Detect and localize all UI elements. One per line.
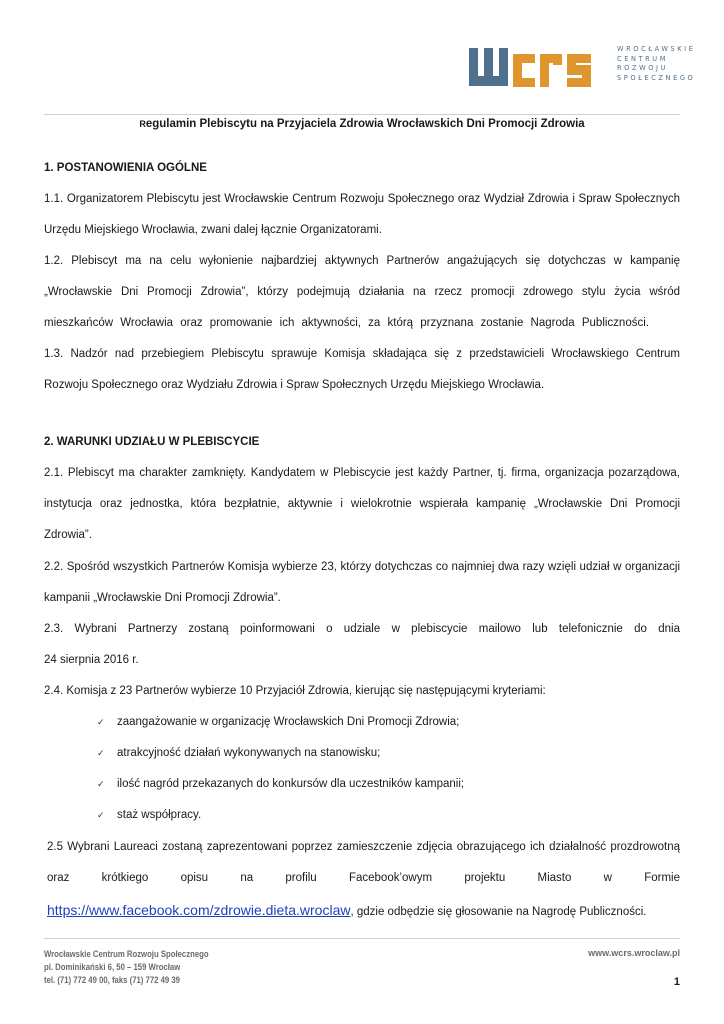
- wcrs-logo: [467, 44, 696, 90]
- check-icon: ✓: [97, 748, 105, 758]
- paragraph-line: 2.4. Komisja z 23 Partnerów wybierze 10 Przyjaciół Zdrowia, kierując się następującymi kryteriami:: [44, 685, 546, 697]
- paragraph-line: 2.3. Wybrani Partnerzy zostaną poinformowani o udziale w plebiscycie mailowo lub telefonicznie do dnia: [44, 623, 680, 635]
- paragraph-line: instytucja oraz jednostka, która bezpłatnie, aktywnie i wielokrotnie wspierała kampanię „Wrocławskie Dni Promocji: [44, 498, 680, 510]
- page-number: 1: [673, 976, 680, 988]
- footer-website[interactable]: www.wcrs.wroclaw.pl: [588, 948, 680, 958]
- paragraph-line: 2.5 Wybrani Laureaci zostaną zaprezentowani poprzez zamieszczenie zdjęcia obrazującego ich działalność prozdrowotną: [47, 841, 680, 853]
- paragraph-line: „Wrocławskie Dni Promocji Zdrowia”, którzy podejmują działania na rzecz promocji zdrowego stylu życia wśród: [44, 286, 680, 298]
- list-item: ✓ ilość nagród przekazanych do konkursów dla uczestników kampanii;: [97, 778, 465, 790]
- facebook-link[interactable]: https://www.facebook.com/zdrowie.dieta.wroclaw: [47, 902, 351, 918]
- paragraph-line: 1.3. Nadzór nad przebiegiem Plebiscytu sprawuje Komisja składająca się z przedstawicieli Wrocławskiego Centrum: [44, 348, 680, 360]
- list-item: ✓ zaangażowanie w organizację Wrocławskich Dni Promocji Zdrowia;: [97, 716, 460, 728]
- paragraph-line: kampanii „Wrocławskie Dni Promocji Zdrowia”.: [44, 592, 281, 604]
- check-icon: ✓: [97, 810, 105, 820]
- paragraph-line: 1.1. Organizatorem Plebiscytu jest Wrocławskie Centrum Rozwoju Społecznego oraz Wydział Zdrowia i Spraw Społecznych: [44, 193, 680, 205]
- list-item: ✓ atrakcyjność działań wykonywanych na stanowisku;: [97, 747, 381, 759]
- check-icon: ✓: [97, 717, 105, 727]
- logo-subtitle: WROCŁAWSKIE CENTRUM ROZWOJU SPOŁECZNEGO: [617, 45, 696, 82]
- paragraph-line: Urzędu Miejskiego Wrocławia, zwani dalej łącznie Organizatorami.: [44, 224, 382, 236]
- list-item: ✓ staż współpracy.: [97, 809, 202, 821]
- footer-divider: [44, 938, 680, 939]
- document-title: Regulamin Plebiscytu na Przyjaciela Zdrowia Wrocławskich Dni Promocji Zdrowia: [139, 118, 585, 130]
- paragraph-line: 2.2. Spośród wszystkich Partnerów Komisja wybierze 23, którzy dotychczas co najmniej dwa razy wzięli udział w organizacji: [44, 561, 680, 573]
- wcrs-logo-mark: [467, 44, 613, 90]
- paragraph-line: 1.2. Plebiscyt ma na celu wyłonienie najbardziej aktywnych Partnerów angażujących się dotychczas w kampanię: [44, 255, 680, 267]
- header-divider: [44, 114, 680, 115]
- footer-address: Wrocławskie Centrum Rozwoju Społecznego pl. Dominikański 6, 50 – 159 Wrocław tel. (71) 772 49 00, faks (71) 772 49 39: [44, 949, 209, 985]
- paragraph-line: oraz krótkiego opisu na profilu Facebook’owym projektu Miasto w Formie: [47, 872, 680, 884]
- paragraph-line: Zdrowia”.: [44, 529, 92, 541]
- paragraph-line: mieszkańców Wrocławia oraz promowanie ich aktywności, za którą przyznana zostanie Nagroda Publiczności.: [44, 317, 649, 329]
- section2-heading: 2. WARUNKI UDZIAŁU W PLEBISCYCIE: [44, 436, 260, 448]
- paragraph-line: Rozwoju Społecznego oraz Wydziału Zdrowia i Spraw Społecznych Urzędu Miejskiego Wrocławia.: [44, 379, 545, 391]
- paragraph-line: 24 sierpnia 2016 r.: [44, 654, 139, 666]
- check-icon: ✓: [97, 779, 105, 789]
- paragraph-line: https://www.facebook.com/zdrowie.dieta.wroclaw, gdzie odbędzie się głosowanie na Nagrodę Publiczności.: [47, 902, 647, 918]
- section1-heading: 1. POSTANOWIENIA OGÓLNE: [44, 162, 207, 174]
- paragraph-line: 2.1. Plebiscyt ma charakter zamknięty. Kandydatem w Plebiscycie jest każdy Partner, tj. firma, organizacja pozarządowa,: [44, 467, 680, 479]
